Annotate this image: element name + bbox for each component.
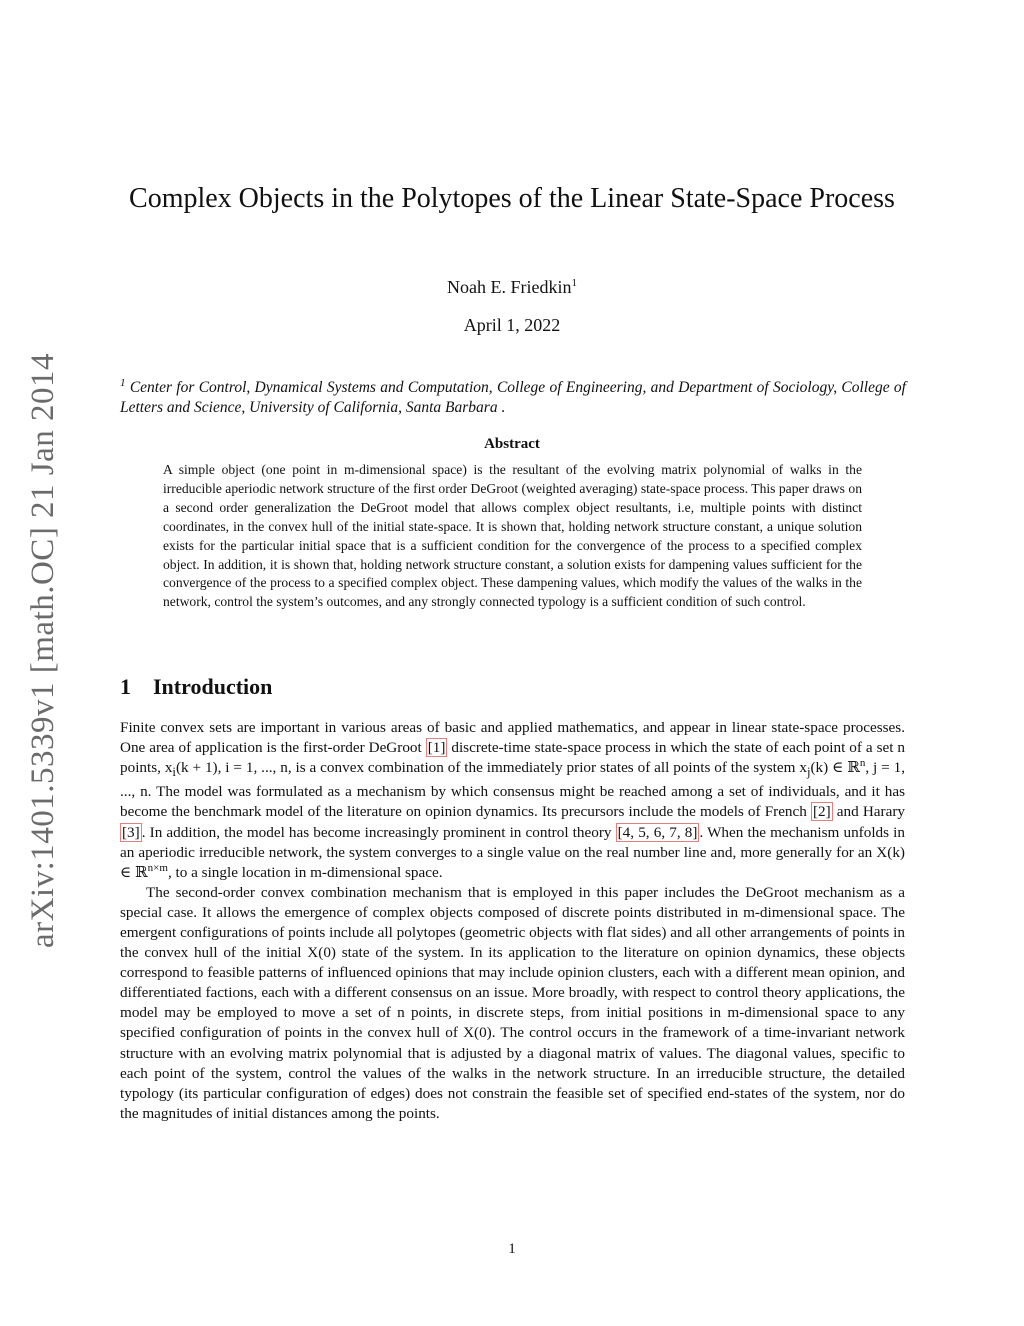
superscript: n×m — [147, 861, 168, 874]
section-number: 1 — [120, 674, 131, 699]
abstract-body: A simple object (one point in m-dimensional space) is the resultant of the evolving matrix polynomial of walks in the irreducible aperiodic network structure of the first order DeGroot (weighted averaging) state-space process. This paper draws on a second order generalization the DeGroot model that allows complex object resultants, i.e, multiple points with distinct coordinates, in the convex hull of the initial state-space. It is shown that, holding network structure constant, a unique solution exists for the particular initial space that is a sufficient condition for the convergence of the process to a specified complex object. In addition, it is shown that, holding network structure constant, a solution exists for dampening values sufficient for the convergence of the process to a specified complex object. These dampening values, which modify the values of the walks in the network, control the system’s outcomes, and any strongly connected typology is a sufficient condition of such control. — [163, 462, 862, 610]
author-affil-mark: 1 — [571, 277, 577, 289]
citation-link[interactable]: [1] — [427, 739, 446, 757]
page-number: 1 — [508, 1241, 516, 1257]
author-name: Noah E. Friedkin — [447, 277, 572, 297]
citation-link[interactable]: [4, 5, 6, 7, 8] — [617, 823, 698, 841]
subscript: j — [806, 765, 811, 780]
affiliation-text: Center for Control, Dynamical Systems and Computation, College of Engineering, and Department of Sociology, College of Letters and Science, University of California, Santa Barbara . — [120, 379, 906, 416]
section-heading — [120, 674, 272, 700]
paper-date: April 1, 2022 — [463, 315, 561, 335]
paragraph-2: The second-order convex combination mechanism that is employed in this paper includes the DeGroot mechanism as a special case. It allows the emergence of complex objects composed of discrete points distributed in m-dimensional space. The emergent configurations of points include all polytopes (geometric objects with flat sides) and all other arrangements of points in the convex hull of the initial X(0) state of the system. In its application to the literature on opinion dynamics, these objects correspond to feasible patterns of influenced opinions that may include opinion clusters, each with a different mean opinion, and differentiated factions, each with a different consensus on an issue. More broadly, with respect to control theory applications, the model may be employed to move a set of n points, in discrete steps, from initial positions in m-dimensional space to any specified configuration of points in the convex hull of X(0). The control occurs in the framework of a time-invariant network structure with an evolving matrix polynomial that is adjusted by a diagonal matrix of values. The diagonal values, specific to each point of the system, control the values of the walks in the network structure. In an irreducible structure, the detailed typology (its particular configuration of edges) does not constrain the feasible set of specified end-states of the system, nor do the magnitudes of initial distances among the points. — [120, 883, 905, 1122]
text-run: , to a single location in m-dimensional space. — [167, 863, 443, 881]
text-run: . When the mechanism unfolds in an aperiodic irreducible network, the system converges to a single value on the real number line and, more generally for an X(k) ∈ ℝ — [120, 823, 905, 881]
citation-link[interactable]: [2] — [812, 803, 831, 821]
author-line — [120, 277, 904, 298]
text-run: , j = 1, ..., n. The model was formulated as a mechanism by which consensus might be reached among a set of individuals, and it has become the benchmark model of the literature on opinion dynamics. Its precursors include the models of French — [120, 759, 905, 821]
section-title: Introduction — [153, 674, 273, 699]
arxiv-stamp-text: arXiv:1401.5339v1 [math.OC] 21 Jan 2014 — [25, 352, 62, 948]
text-run: . In addition, the model has become increasingly prominent in control theory — [141, 823, 616, 841]
abstract-heading: Abstract — [484, 436, 540, 452]
introduction-body — [120, 718, 905, 1124]
paragraph-1 — [120, 718, 905, 883]
text-run: discrete-time state-space process in which the state of each point of a set n points, x — [120, 739, 905, 777]
superscript: n — [859, 757, 866, 770]
arxiv-stamp — [14, 340, 74, 960]
text-run: (k + 1), i = 1, ..., n, is a convex combination of the immediately prior states of all points of the system x — [175, 759, 807, 777]
citation-link[interactable]: [3] — [122, 823, 140, 841]
paper-title: Complex Objects in the Polytopes of the Linear State-Space Process — [129, 183, 895, 214]
text-run: (k) ∈ ℝ — [810, 759, 860, 777]
affiliation-mark: 1 — [120, 376, 126, 389]
affiliation — [120, 378, 906, 418]
text-run: and Harary — [832, 803, 905, 821]
subscript: i — [172, 765, 176, 780]
text-run: Finite convex sets are important in various areas of basic and applied mathematics, and appear in linear state-space processes. One area of application is the first-order DeGroot — [120, 719, 905, 757]
